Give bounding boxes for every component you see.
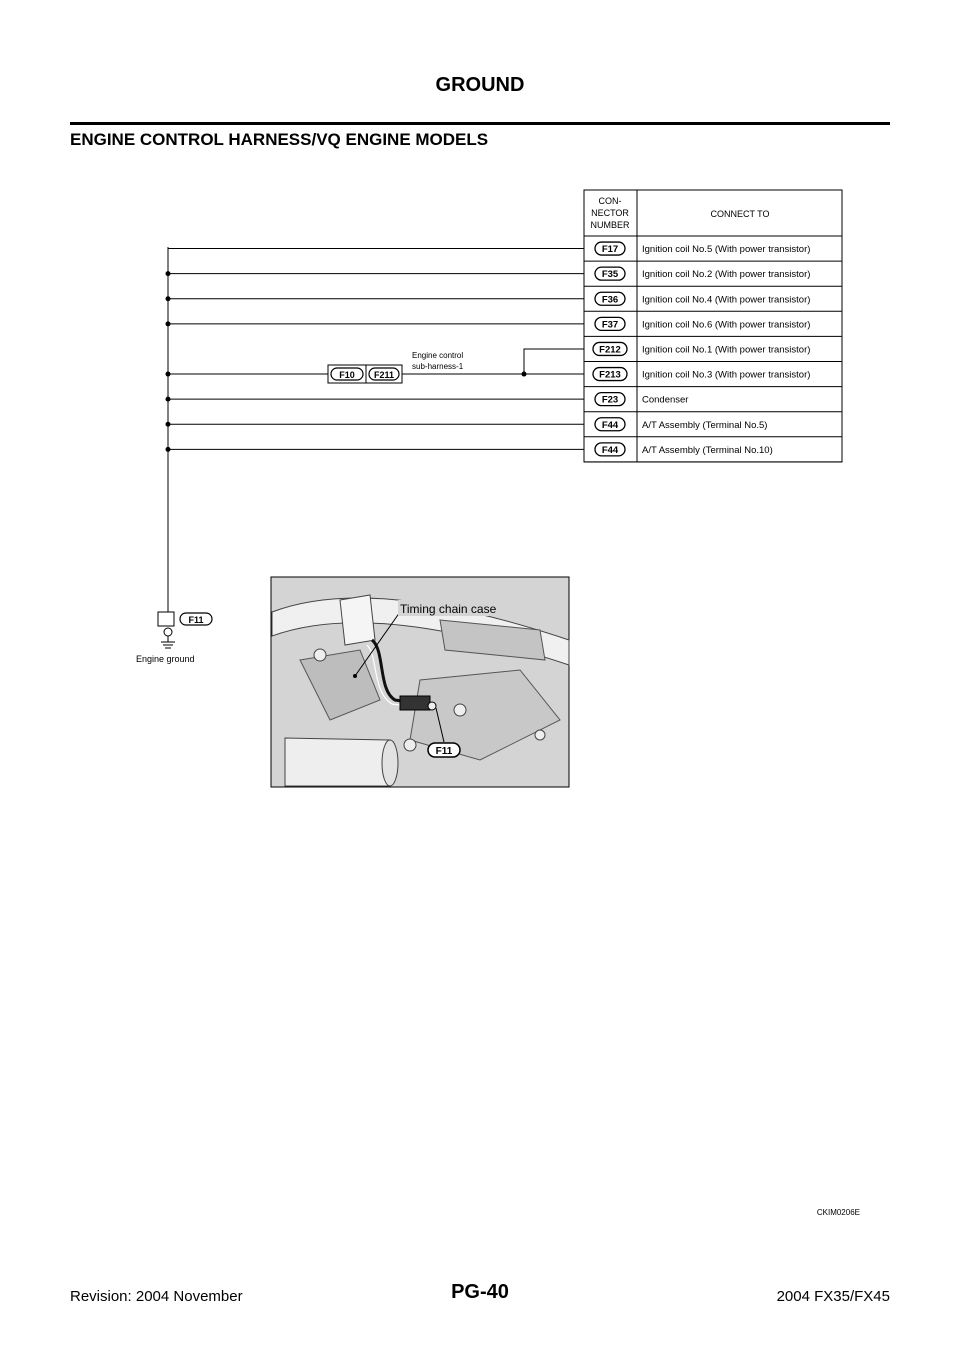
- table-header-number: NUMBER: [590, 220, 630, 230]
- connector-number: F35: [601, 269, 619, 281]
- table-row: [595, 267, 810, 280]
- connect-to-label: Ignition coil No.3 (With power transistor): [642, 369, 811, 381]
- sub-harness-label-1: Engine control: [412, 351, 464, 360]
- connector-table: [584, 190, 842, 462]
- sub-harness-label-2: sub-harness-1: [412, 362, 464, 371]
- connect-to-label: Ignition coil No.6 (With power transistor): [642, 319, 811, 331]
- connector-number: F44: [601, 444, 619, 456]
- table-row: [595, 418, 767, 431]
- footer-revision: Revision: 2004 November: [70, 1288, 243, 1305]
- connector-number: F23: [601, 394, 619, 406]
- connector-number: F213: [599, 369, 621, 381]
- engine-ground-label: Engine ground: [136, 654, 195, 664]
- engine-photo: [271, 577, 569, 787]
- sub-harness-connectors: [328, 351, 464, 383]
- connector-number: F44: [601, 419, 619, 431]
- ground-connector-label: F11: [188, 615, 204, 625]
- table-row: [595, 292, 810, 305]
- connect-to-label: Ignition coil No.2 (With power transistor): [642, 269, 811, 281]
- connector-f10-label: F10: [339, 370, 355, 380]
- table-row: [593, 342, 810, 355]
- table-row: [595, 393, 688, 406]
- figure-id: CKIM0206E: [816, 1208, 860, 1217]
- photo-connector-label: F11: [435, 746, 453, 757]
- connector-number: F36: [601, 294, 619, 306]
- connect-to-label: Ignition coil No.1 (With power transistor): [642, 344, 811, 356]
- connect-to-label: Ignition coil No.5 (With power transistor): [642, 244, 811, 256]
- connect-to-label: Condenser: [642, 394, 689, 406]
- connect-to-label: A/T Assembly (Terminal No.5): [642, 419, 768, 431]
- table-header-nector: NECTOR: [591, 208, 629, 218]
- table-row: [595, 317, 810, 330]
- photo-callout-label: Timing chain case: [400, 602, 497, 616]
- engine-ground-symbol: [136, 612, 212, 664]
- connector-number: F17: [601, 244, 619, 256]
- footer-model: 2004 FX35/FX45: [776, 1288, 890, 1305]
- connector-number: F37: [601, 319, 619, 331]
- connector-f211-label: F211: [373, 370, 395, 380]
- table-row: [593, 368, 810, 381]
- table-row: [595, 443, 773, 456]
- table-header-con: CON-: [598, 196, 622, 206]
- table-header-connect-to: CONNECT TO: [710, 209, 770, 219]
- connect-to-label: A/T Assembly (Terminal No.10): [642, 444, 773, 456]
- page-header-title: GROUND: [435, 74, 525, 96]
- footer-page-number: PG-40: [451, 1281, 509, 1303]
- connect-to-label: Ignition coil No.4 (With power transistor): [642, 294, 811, 306]
- ground-wires: [166, 247, 585, 622]
- connector-number: F212: [599, 344, 621, 356]
- table-row: [595, 242, 810, 255]
- section-title: ENGINE CONTROL HARNESS/VQ ENGINE MODELS: [70, 130, 489, 149]
